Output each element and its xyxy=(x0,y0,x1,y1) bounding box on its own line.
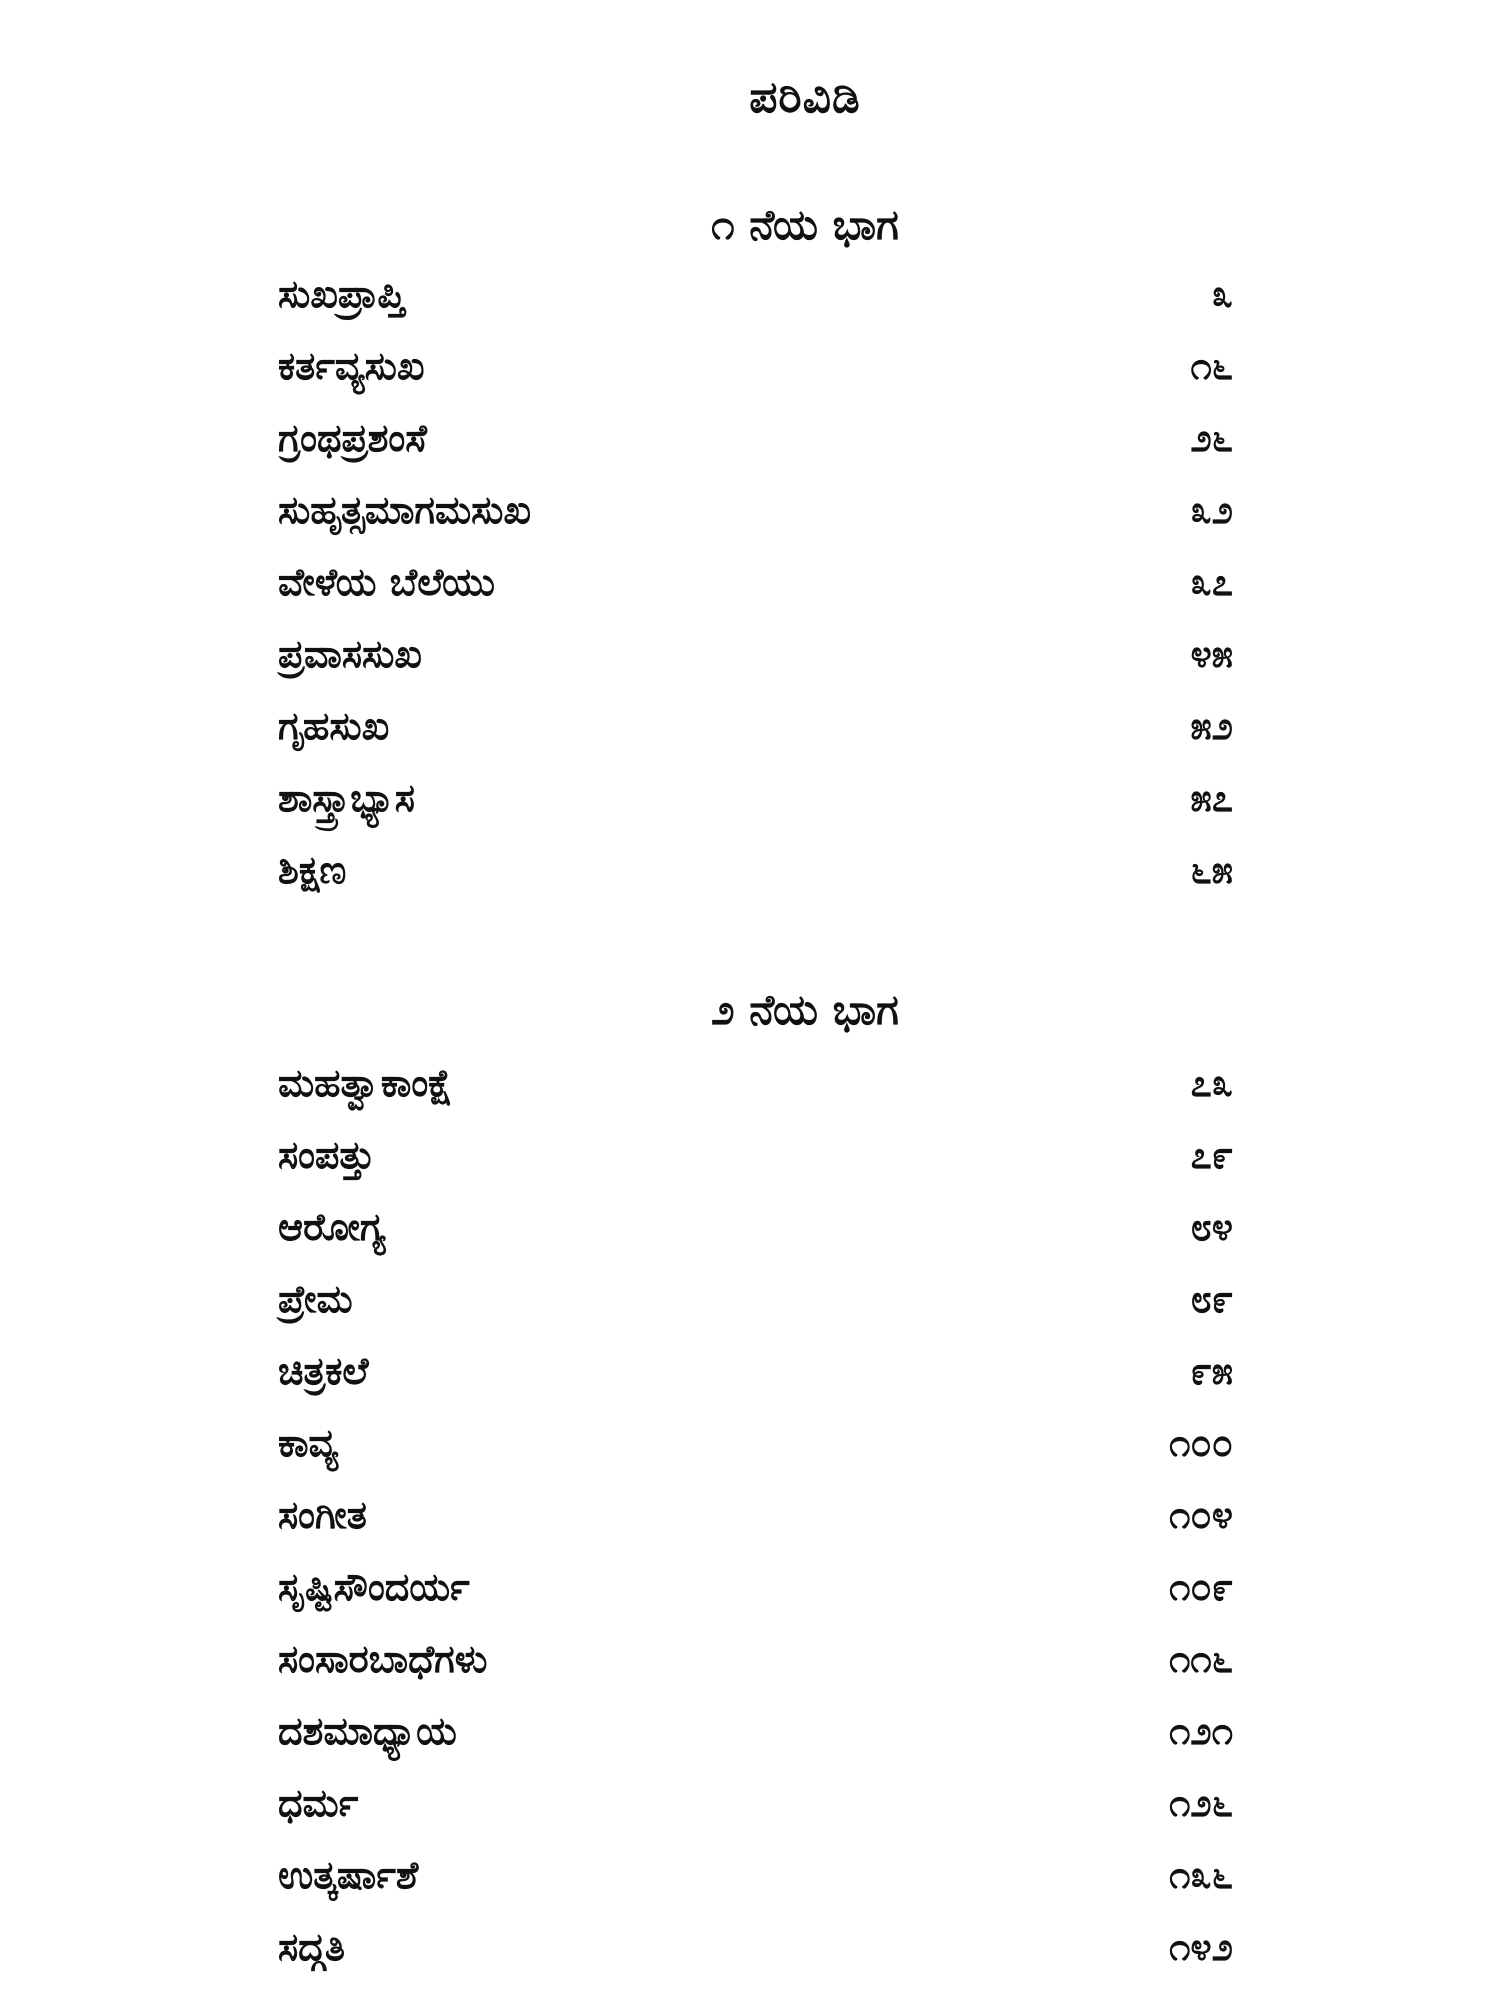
toc-entry-page: ೫೭ xyxy=(1190,775,1233,820)
toc-entry-page: ೧೦೯ xyxy=(1169,1564,1233,1609)
toc-entry-title: ಧರ್ಮ xyxy=(278,1780,359,1825)
toc-entry-title: ಪ್ರೇಮ xyxy=(278,1276,353,1321)
toc-entry-page: ೯೫ xyxy=(1190,1348,1233,1393)
toc-entry-title: ಮಹತ್ವಾಕಾಂಕ್ಷೆ xyxy=(278,1060,453,1105)
toc-entry xyxy=(278,1263,1233,1335)
toc-entry xyxy=(278,1479,1233,1551)
toc-entry xyxy=(278,1407,1233,1479)
toc-entry-title: ಶಿಕ್ಷಣ xyxy=(278,847,347,892)
toc-entry-title: ಕಾವ್ಯ xyxy=(278,1420,339,1465)
toc-entry-title: ಕರ್ತವ್ಯಸುಖ xyxy=(278,343,425,388)
toc-entry-page: ೮೯ xyxy=(1190,1276,1233,1321)
toc-entry-title: ಸಂಪತ್ತು xyxy=(278,1132,375,1177)
toc-entry xyxy=(278,1767,1233,1839)
toc-entry-page: ೧೦೦ xyxy=(1169,1420,1233,1465)
toc-entry-page: ೭೩ xyxy=(1190,1060,1233,1105)
toc-entry-page: ೧೦೪ xyxy=(1169,1492,1233,1537)
toc-entry xyxy=(278,1551,1233,1623)
toc-entry-title: ವೇಳೆಯ ಬೆಲೆಯು xyxy=(278,559,495,604)
toc-entry-title: ಪ್ರವಾಸಸುಖ xyxy=(278,631,422,676)
toc-entry xyxy=(278,618,1233,690)
toc-entry-page: ೫೨ xyxy=(1190,703,1233,748)
toc-entry-title: ಉತ್ಕರ್ಷಾಶೆ xyxy=(278,1852,419,1897)
toc-entry-title: ಸದ್ಗತಿ xyxy=(278,1924,346,1969)
toc-entry-title: ಆರೋಗ್ಯ xyxy=(278,1204,386,1249)
toc-entry-title: ದಶಮಾಧ್ಯಾಯ xyxy=(278,1708,457,1753)
toc-entry-title: ಸೃಷ್ಟಿಸೌಂದರ್ಯ xyxy=(278,1564,470,1609)
toc-entry xyxy=(278,1335,1233,1407)
toc-entry xyxy=(278,330,1233,402)
toc-entry-title: ಗ್ರಂಥಪ್ರಶಂಸೆ xyxy=(278,415,427,460)
toc-entry-page: ೩೭ xyxy=(1190,559,1233,604)
toc-entry-page: ೧೪೨ xyxy=(1169,1924,1233,1969)
part-2-heading: ೨ ನೆಯ ಭಾಗ xyxy=(711,985,899,1034)
toc-entry-page: ೧೧೬ xyxy=(1169,1636,1233,1681)
toc-entry-title: ಶಾಸ್ತ್ರಾಭ್ಯಾಸ xyxy=(278,775,415,820)
toc-entry xyxy=(278,1191,1233,1263)
toc-entry-title: ಸಂಸಾರಬಾಧೆಗಳು xyxy=(278,1636,488,1681)
toc-entry xyxy=(278,1695,1233,1767)
toc-entry xyxy=(278,474,1233,546)
toc-entry-page: ೭೯ xyxy=(1190,1132,1233,1177)
toc-entry xyxy=(278,1911,1233,1983)
toc-entry-page: ೩ xyxy=(1211,271,1233,316)
toc-entry-title: ಸುಖಪ್ರಾಪ್ತಿ xyxy=(278,271,405,316)
toc-entry xyxy=(278,1839,1233,1911)
toc-entry-title: ಸುಹೃತ್ಸಮಾಗಮಸುಖ xyxy=(278,487,532,532)
toc-entry xyxy=(278,402,1233,474)
toc-entry-page: ೧೨೬ xyxy=(1169,1780,1233,1825)
toc-entry-page: ೬೫ xyxy=(1190,847,1233,892)
toc-entry xyxy=(278,546,1233,618)
toc-entry-title: ಚಿತ್ರಕಲೆ xyxy=(278,1348,369,1393)
toc-entry xyxy=(278,762,1233,834)
toc-entry-page: ೧೨೧ xyxy=(1169,1708,1233,1753)
toc-entry-page: ೧೩೬ xyxy=(1169,1852,1233,1897)
toc-entry-page: ೪೫ xyxy=(1190,631,1233,676)
toc-entry-title: ಸಂಗೀತ xyxy=(278,1492,367,1537)
part-2-contents-list xyxy=(278,1047,1233,1983)
toc-entry xyxy=(278,1623,1233,1695)
toc-entry xyxy=(278,1047,1233,1119)
toc-entry xyxy=(278,1119,1233,1191)
toc-entry-page: ೮೪ xyxy=(1190,1204,1233,1249)
page-title: ಪರಿವಿಡಿ xyxy=(749,72,861,123)
toc-entry-page: ೧೬ xyxy=(1190,343,1233,388)
toc-entry xyxy=(278,258,1233,330)
toc-entry xyxy=(278,690,1233,762)
part-1-contents-list xyxy=(278,258,1233,906)
toc-entry xyxy=(278,834,1233,906)
toc-entry-page: ೩೨ xyxy=(1190,487,1233,532)
toc-entry-title: ಗೃಹಸುಖ xyxy=(278,703,390,748)
part-1-heading: ೧ ನೆಯ ಭಾಗ xyxy=(711,200,899,249)
toc-entry-page: ೨೬ xyxy=(1190,415,1233,460)
